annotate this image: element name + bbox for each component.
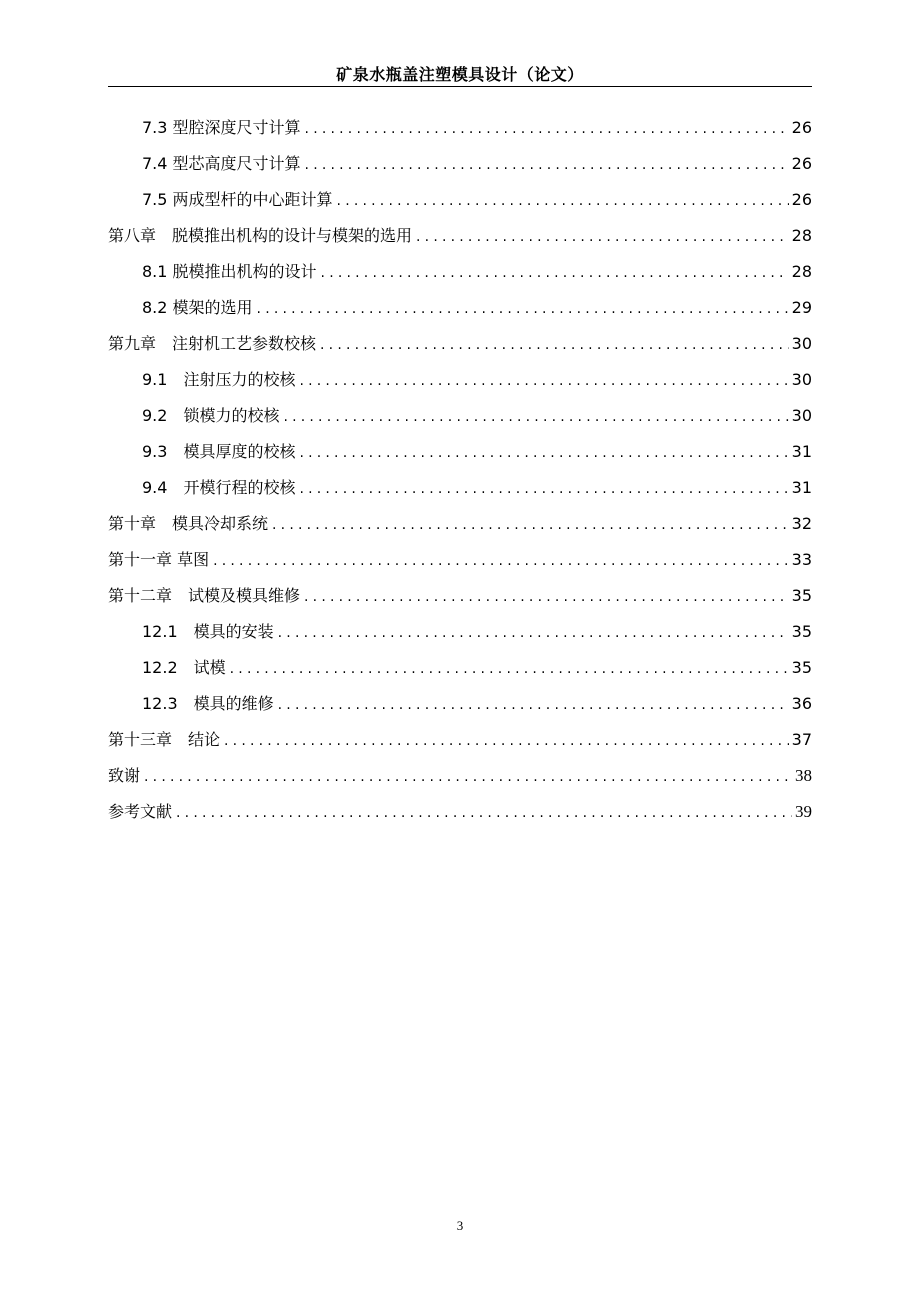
toc-entry[interactable] [108,182,812,218]
toc-entry[interactable] [108,470,812,506]
toc-entry[interactable] [108,434,812,470]
toc-entry-page: 31 [791,478,812,497]
toc-entry[interactable] [108,218,812,254]
toc-dot-leader [304,579,789,615]
toc-dot-leader [257,291,789,327]
footer-page-number: 3 [456,1218,464,1233]
toc-entry[interactable] [108,614,812,650]
toc-dot-leader [337,183,789,219]
toc-entry-page: 26 [791,154,812,173]
toc-entry-label: 12.3 模具的维修 [142,694,274,713]
toc-entry-label: 8.1 脱模推出机构的设计 [142,262,317,281]
toc-dot-leader [299,363,788,399]
toc-entry-page: 33 [791,550,812,569]
toc-entry[interactable] [108,686,812,722]
toc-entry-page: 29 [791,298,812,317]
toc-entry-page: 35 [791,622,812,641]
toc-entry-label: 7.3 型腔深度尺寸计算 [142,118,301,137]
toc-entry-label: 7.4 型芯高度尺寸计算 [142,154,301,173]
toc-entry-label: 第九章 注射机工艺参数校核 [108,334,317,353]
toc-entry[interactable] [108,794,812,830]
toc-entry-page: 30 [791,334,812,353]
toc-entry[interactable] [108,542,812,578]
toc-dot-leader [305,147,789,183]
toc-entry-label: 第十三章 结论 [108,730,221,749]
toc-dot-leader [224,723,789,759]
toc-dot-leader [278,687,789,723]
toc-entry-page: 30 [791,370,812,389]
toc-entry-page: 28 [791,226,812,245]
toc-dot-leader [305,111,789,147]
toc-entry-page: 35 [791,658,812,677]
toc-entry-label: 12.2 试模 [142,658,226,677]
toc-entry-label: 9.1 注射压力的校核 [142,370,296,389]
toc-dot-leader [283,399,788,435]
toc-entry[interactable] [108,506,812,542]
toc-entry-label: 12.1 模具的安装 [142,622,274,641]
toc-entry[interactable] [108,290,812,326]
toc-dot-leader [321,255,789,291]
toc-dot-leader [213,543,789,579]
toc-entry-page: 31 [791,442,812,461]
toc-entry-page: 30 [791,406,812,425]
toc-entry-page: 36 [791,694,812,713]
toc-entry-page: 32 [791,514,812,533]
toc-dot-leader [416,219,789,255]
toc-entry-page: 26 [791,118,812,137]
toc-entry-label: 致谢 [108,766,141,785]
table-of-contents [108,110,812,830]
toc-entry[interactable] [108,362,812,398]
toc-dot-leader [299,471,788,507]
toc-dot-leader [230,651,789,687]
toc-entry[interactable] [108,578,812,614]
toc-entry-label: 9.3 模具厚度的校核 [142,442,296,461]
toc-entry[interactable] [108,398,812,434]
toc-entry[interactable] [108,722,812,758]
toc-entry-label: 9.2 锁模力的校核 [142,406,280,425]
toc-entry-page: 39 [795,802,812,821]
toc-entry[interactable] [108,146,812,182]
toc-entry-page: 38 [795,766,812,785]
header-divider [108,86,812,87]
toc-entry-label: 第八章 脱模推出机构的设计与模架的选用 [108,226,413,245]
toc-dot-leader [272,507,789,543]
toc-entry-label: 8.2 模架的选用 [142,298,253,317]
toc-entry-label: 第十章 模具冷却系统 [108,514,269,533]
toc-entry[interactable] [108,650,812,686]
toc-entry-page: 35 [791,586,812,605]
toc-entry-page: 26 [791,190,812,209]
toc-dot-leader [320,327,789,363]
toc-entry-page: 28 [791,262,812,281]
toc-entry[interactable] [108,254,812,290]
page-header-title: 矿泉水瓶盖注塑模具设计（论文） [336,65,584,84]
toc-dot-leader [278,615,789,651]
toc-entry-label: 9.4 开模行程的校核 [142,478,296,497]
toc-dot-leader [176,795,792,831]
toc-entry-label: 第十一章 草图 [108,550,210,569]
toc-entry[interactable] [108,326,812,362]
toc-entry[interactable] [108,110,812,146]
toc-entry-label: 7.5 两成型杆的中心距计算 [142,190,333,209]
toc-dot-leader [144,759,792,795]
toc-dot-leader [299,435,788,471]
toc-entry-label: 参考文献 [108,802,173,821]
toc-entry[interactable] [108,758,812,794]
toc-entry-label: 第十二章 试模及模具维修 [108,586,301,605]
toc-entry-page: 37 [791,730,812,749]
